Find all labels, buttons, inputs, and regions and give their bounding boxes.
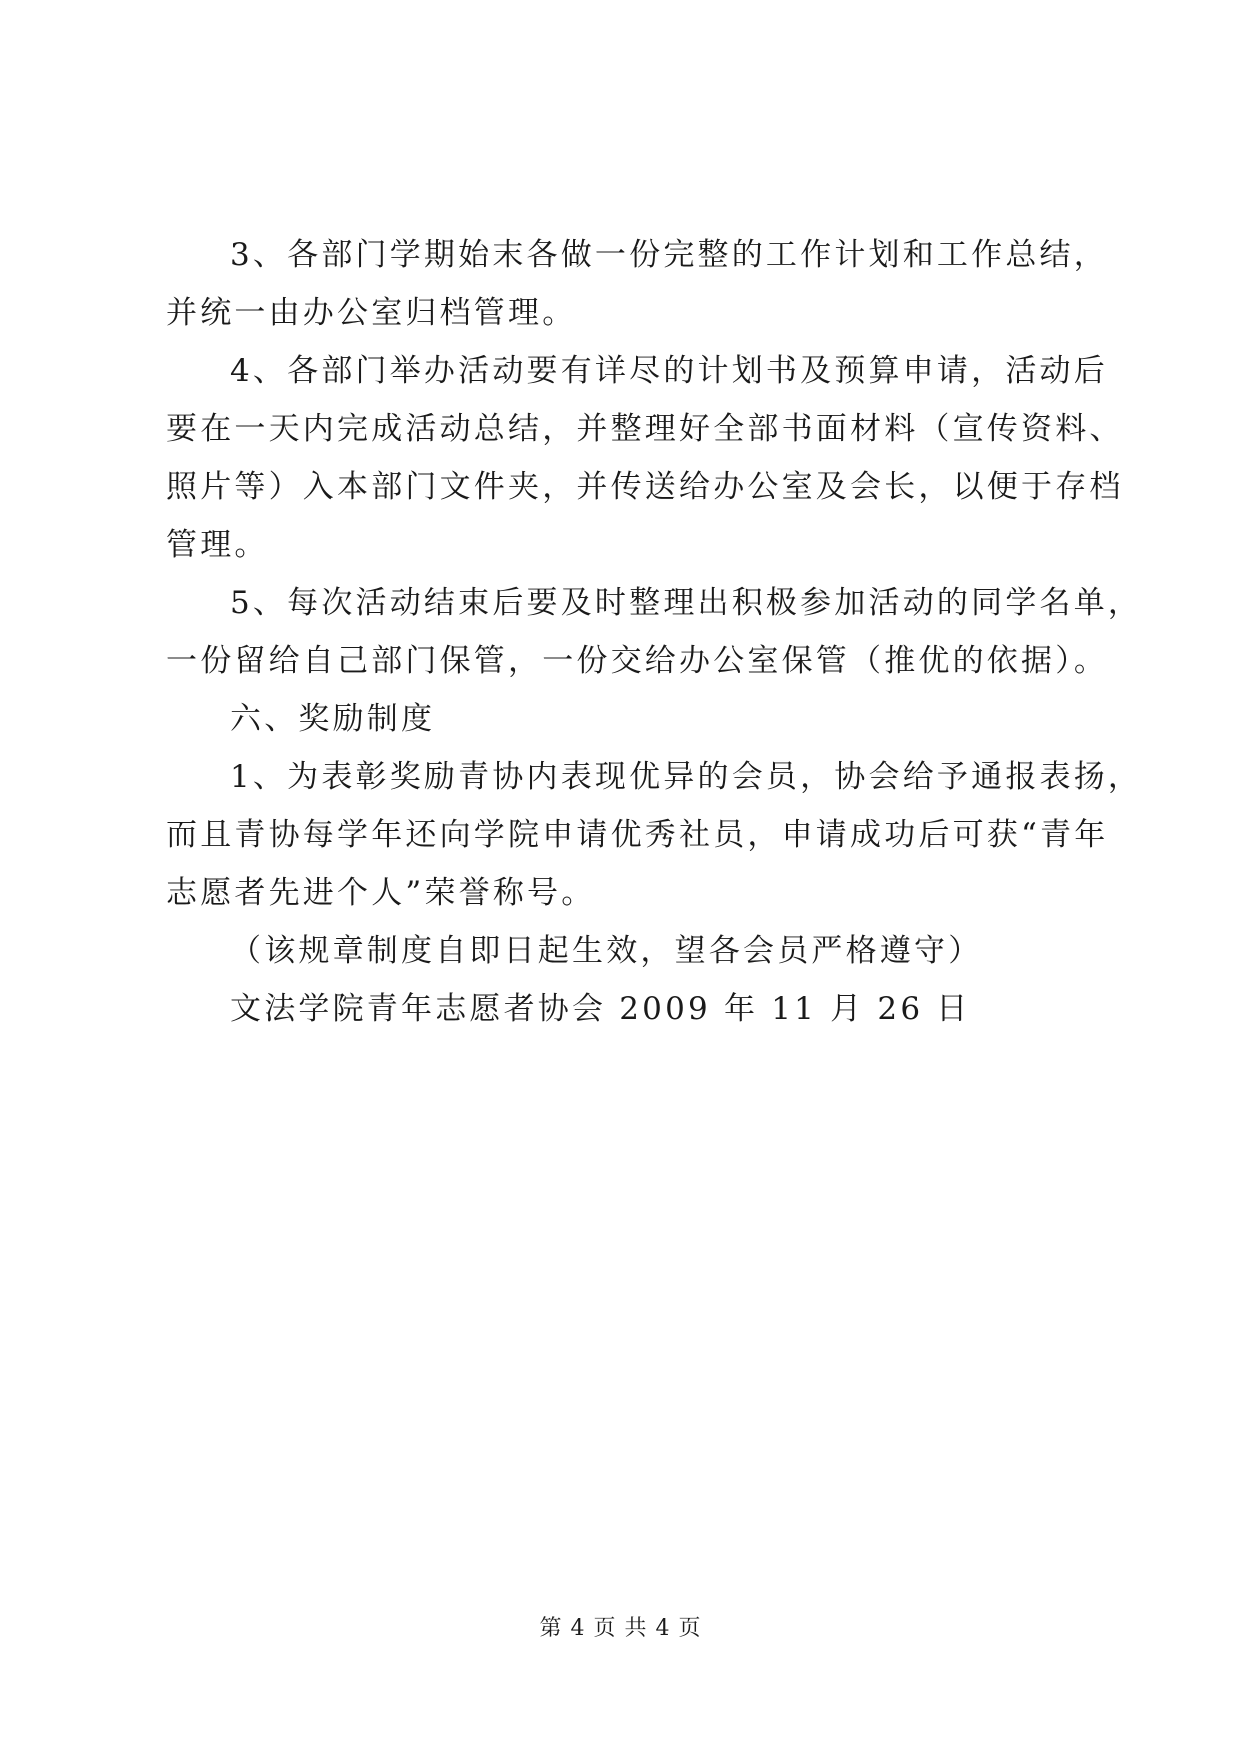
signature-line [166,980,1096,1038]
page-number-label: 第 4 页 共 4 页 [539,1616,702,1641]
text-line: 六、奖励制度 [230,701,436,737]
text-line: 一份留给自己部门保管，一份交给办公室保管（推优的依据）。 [166,643,1109,679]
text-line: 4、各部门举办活动要有详尽的计划书及预算申请，活动后 [230,353,1108,389]
text-line: 1、为表彰奖励青协内表现优异的会员，协会给予通报表扬， [230,759,1143,795]
text-line: （该规章制度自即日起生效，望各会员严格遵守） [230,933,983,969]
text-line: 志愿者先进个人”荣誉称号。 [166,875,596,911]
text-line: 3、各部门学期始末各做一份完整的工作计划和工作总结， [230,237,1108,273]
paragraph-reward-1 [166,748,1143,922]
paragraph-item-5 [166,574,1143,690]
text-line: 而且青协每学年还向学院申请优秀社员，申请成功后可获“青年 [166,817,1109,853]
text-line: 文法学院青年志愿者协会 2009 年 11 月 26 日 [230,991,971,1027]
text-line: 管理。 [166,527,269,563]
effective-note [166,922,1096,980]
section-heading-rewards [166,690,1096,748]
document-body [166,226,1143,1038]
text-line: 5、每次活动结束后要及时整理出积极参加活动的同学名单， [230,585,1143,621]
page-footer [0,1614,1241,1644]
paragraph-item-4 [166,342,1124,574]
text-line: 并统一由办公室归档管理。 [166,295,577,331]
paragraph-item-3 [166,226,1108,342]
text-line: 照片等）入本部门文件夹，并传送给办公室及会长，以便于存档 [166,469,1124,505]
text-line: 要在一天内完成活动总结，并整理好全部书面材料（宣传资料、 [166,411,1124,447]
